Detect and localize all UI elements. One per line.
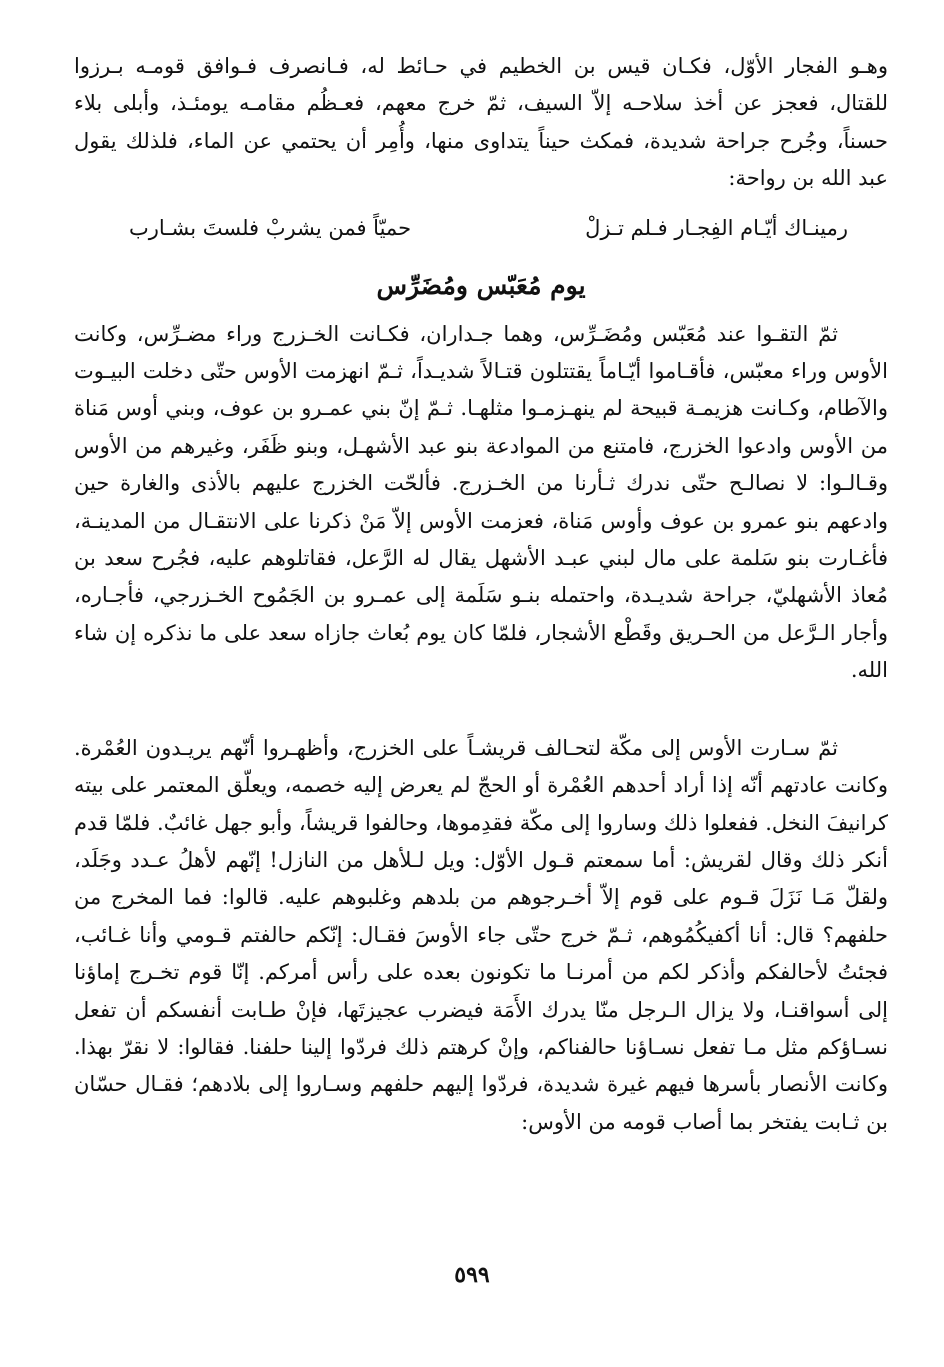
verse-first-hemistich: رمينـاك أيّـام الفِجـار فـلم تـزلْ [585,215,848,240]
paragraph-3: ثمّ سـارت الأوس إلى مكّة لتحـالف قريشـاً على الخزرج، وأظهـروا أنّهم يريـدون العُمْرة. وكانت عادتهم أنّه إذا أراد أحدهم العُمْرة أو الحجّ لم يعرض إليه خصمه، ويعلّق المعتمر على بيته كرانيفَ النخل. ففعلوا ذلك وساروا إلى مكّة فقدِموها، وحالفوا قريشاً، وأبو جهل غائبٌ. فلمّا قدم أنكر ذلك وقال لقريش: أما سمعتم قـول الأوّل: ويل لـلأهل من النازل! إنّهم لأهلُ عـدد وجَلَد، ولقلّ مَـا نَزَلَ قـوم على قوم إلاّ أخـرجوهم من بلدهم وغلبوهم عليه. قالوا: فما المخرج من حلفهم؟ قال: أنا أكفيكُمُوهم، ثـمّ خرج حتّى جاء الأوسَ فقـال: إنّكم حالفتم قـومي وأنا غـائب، فجئتُ لأحالفكم وأذكر لكم من أمرنـا ما تكونون بعده على رأس أمركم. إنّا قوم تخـرج إماؤنا إلى أسواقنـا، ولا يزال الـرجل منّا يدرك الأَمَة فيضرب عجيزتَها، فإنْ طـابت أنفسكم أن تفعل نسـاؤكم مثل مـا تفعل نسـاؤنا حالفناكم، وإنْ كرهتم ذلك فردّوا إلينا حلفنا. فقالوا: لا نقرّ بهذا. وكانت الأنصار بأسرها فيهم غيرة شديدة، فردّوا إليهم حلفهم وسـاروا إلى بلادهم؛ فقـال حسّان بن ثـابت يفتخر بما أصاب قومه من الأوس: [74,735,889,1134]
page-number: ٥٩٩ [454,1262,490,1288]
poem-verse [74,208,848,248]
paragraph-2: ثمّ التقـوا عند مُعَبّس ومُضَـرِّس، وهما جـداران، فكـانت الخـزرج وراء مضـرِّس، وكانت الأوس وراء معبّس، فأقـاموا أيّـاماً يقتتلون قتـالاً شديـداً، ثـمّ انهزمت الأوس حتّى دخلت البيـوت والآطام، وكـانت هزيمـة قبيحة لم ينهـزمـوا مثلهـا. ثـمّ إنّ بني عمـرو بن عوف، وبني أوس مَناة من الأوس وادعوا الخزرج، فامتنع من الموادعة بنو عبد الأشهـل، وبنو ظَفَر، وغيرهم من الأوس وقـالـوا: لا نصالـح حتّى ندرك ثـأرنا من الخـزرج. فألحّت الخزرج عليهم بالأذى والغارة حين وادعهم بنو عمرو بن عوف وأوس مَناة، فعزمت الأوس إلاّ مَنْ ذكرنا على الانتقـال من المدينـة، فأغـارت بنو سَلمة على مال لبني عبـد الأشهل يقال له الرَّعل، فقاتلوهم عليه، فجُرح سعد بن مُعاذ الأشهليّ، جراحة شديـدة، واحتمله بنـو سَلَمة إلى عمـرو بن الجَمُوح الخـزرجي، فأجـاره، وأجار الـرَّعل من الحـريق وقَطْع الأشجار، فلمّا كان يوم بُعاث جازاه سعد على ما نذكره إن شاء الله. [74,321,888,683]
section-gap [74,690,888,730]
page-body [74,48,888,1141]
verse-second-hemistich: حميّاً فمن يشربْ فلستَ بشـارب [129,215,412,240]
paragraph-1: وهـو الفجار الأوّل، فكـان قيس بن الخطيم في حـائط له، فـانصرف فـوافق قومـه بـرزوا للقتال، فعجز عن أخذ سلاحـه إلاّ السيف، ثمّ خرج معهم، فعـظُم مقامـه يومئـذ، وأبلى بلاء حسناً، وجُرح جراحة شديدة، فمكث حيناً يتداوى منها، وأُمِر أن يحتمي عن الماء، فلذلك يقول عبد الله بن رواحة: [74,54,888,191]
section-heading: يوم مُعَبّس ومُضَرِّس [376,270,586,300]
